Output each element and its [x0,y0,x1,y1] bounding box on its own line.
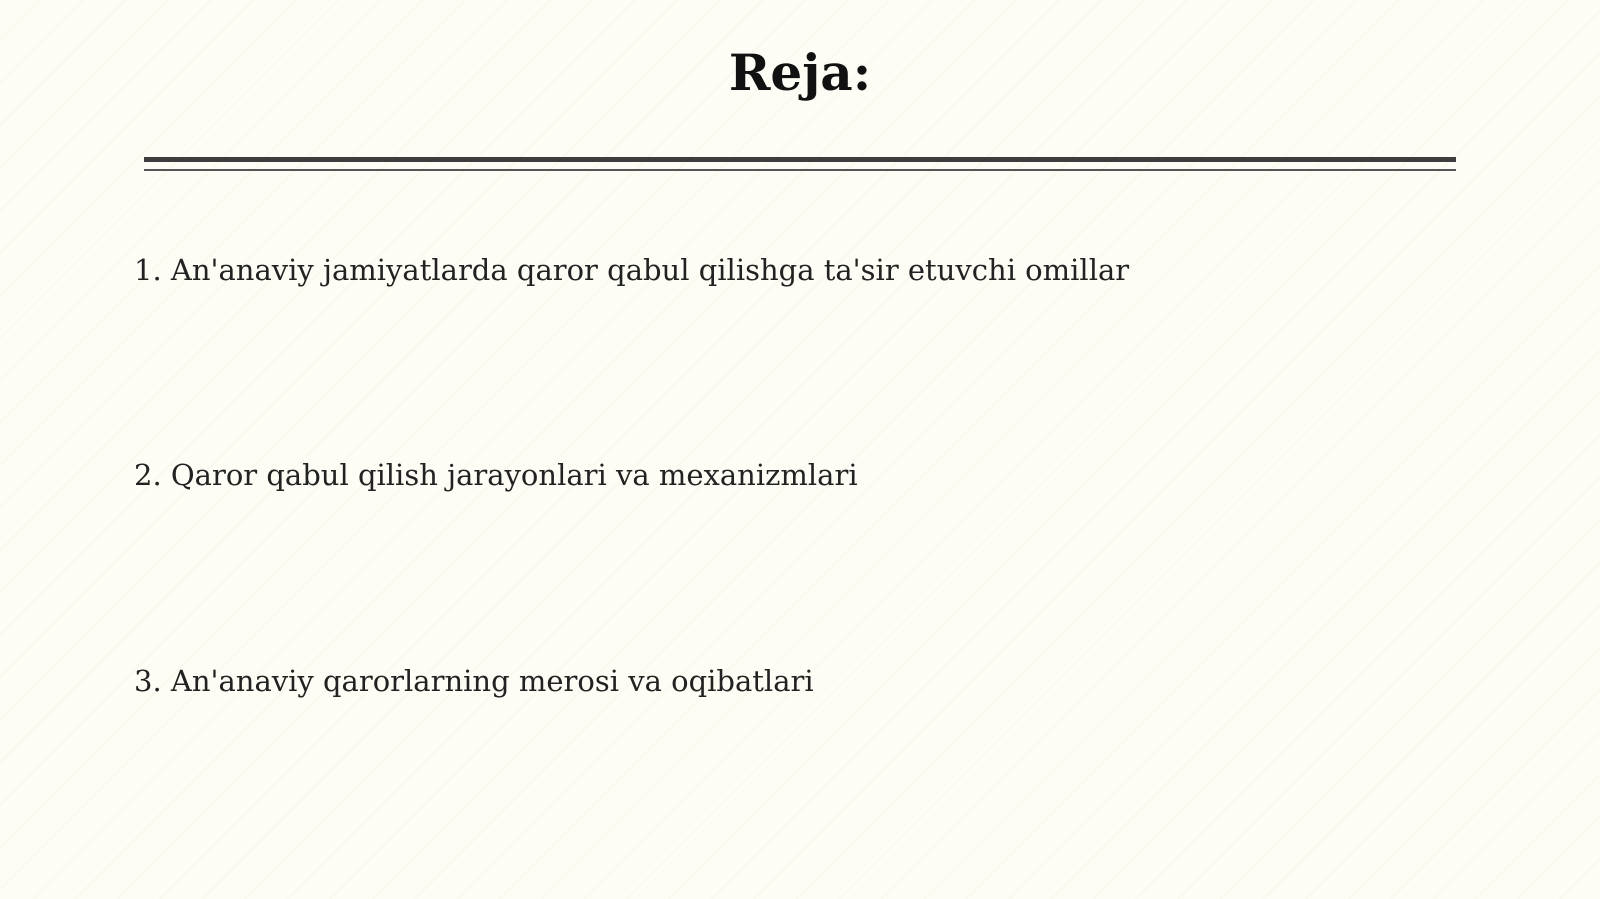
title-divider-thin [144,169,1456,171]
plan-item-2: 2. Qaror qabul qilish jarayonlari va mexanizmlari [134,458,858,492]
plan-item-3: 3. An'anaviy qarorlarning merosi va oqibatlari [134,664,814,698]
page-title: Reja: [728,43,872,102]
plan-item-1: 1. An'anaviy jamiyatlarda qaror qabul qilishga ta'sir etuvchi omillar [134,253,1130,287]
title-divider-thick [144,157,1456,162]
